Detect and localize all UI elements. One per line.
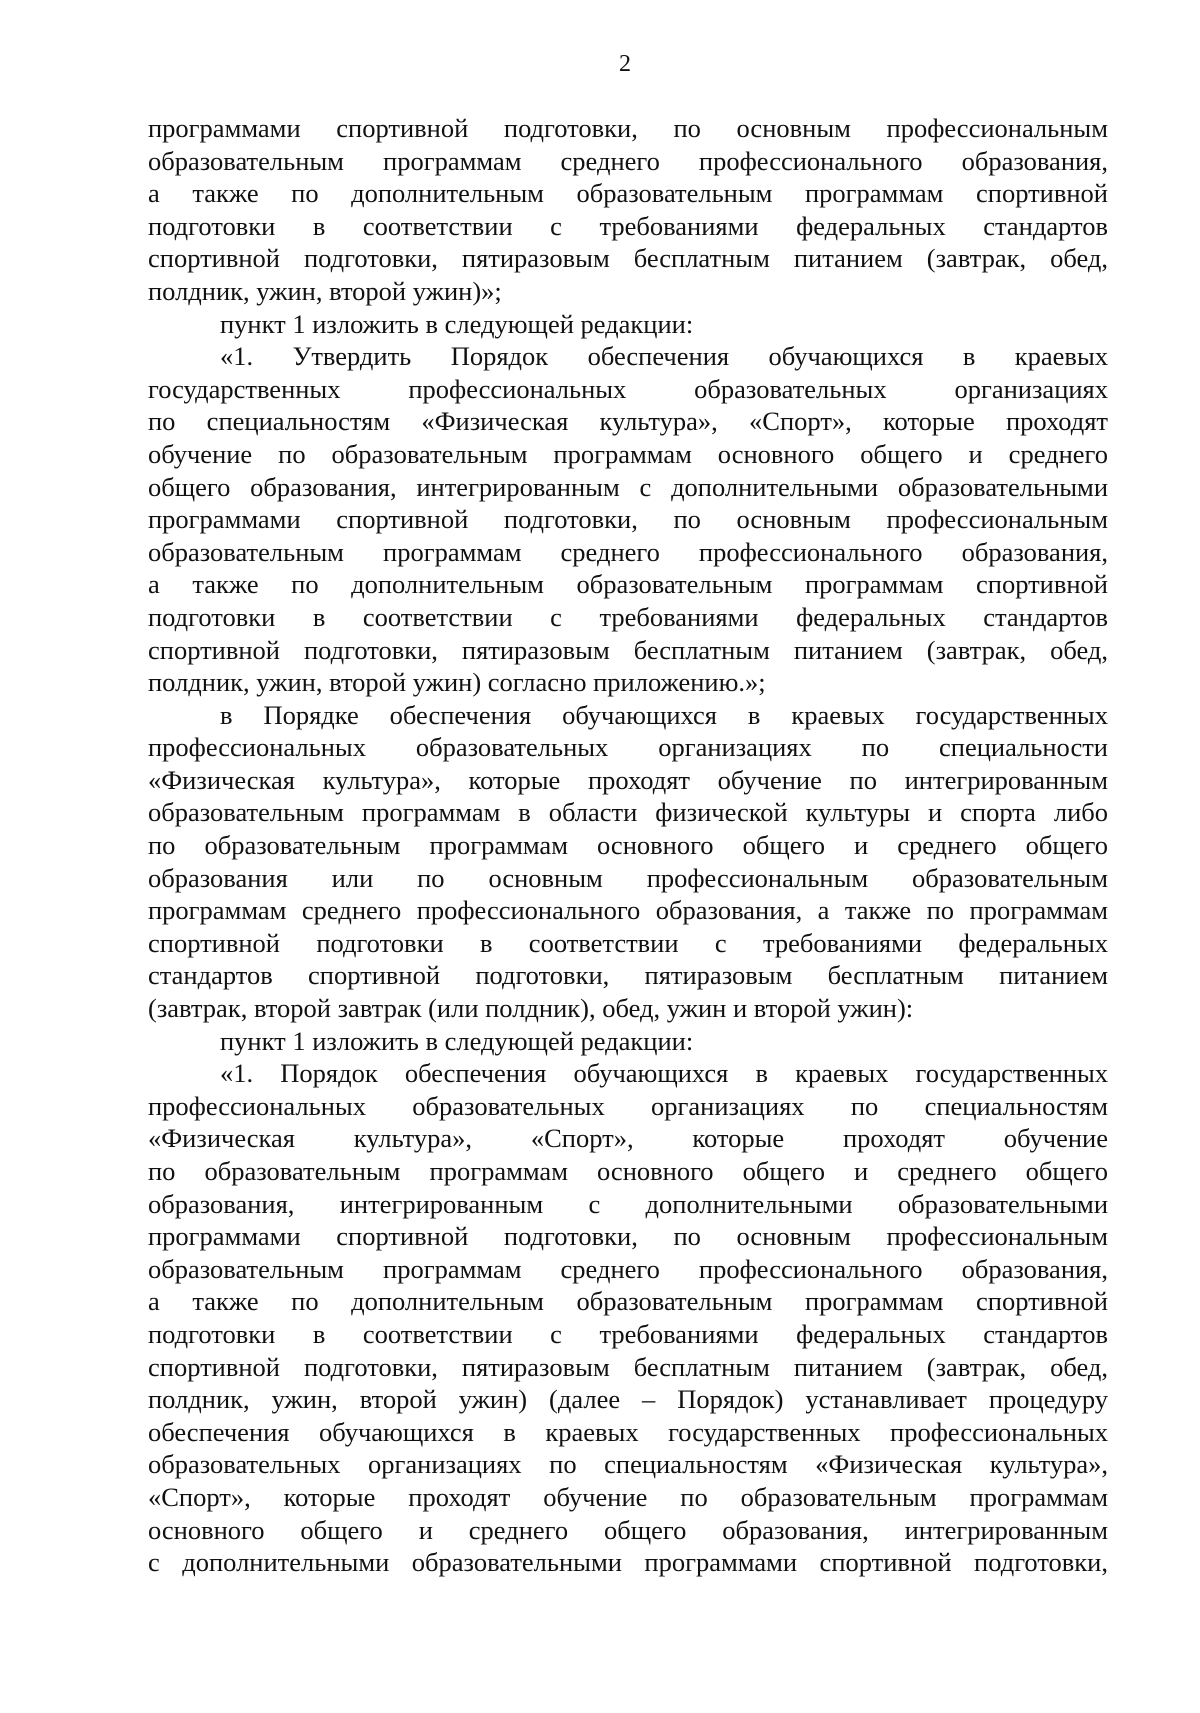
text-line: в Порядке обеспечения обучающихся в краевых государственных xyxy=(220,699,1108,730)
text-line: спортивной подготовки, пятиразовым бесплатным питанием (завтрак, обед, xyxy=(148,634,1108,665)
text-line: полдник, ужин, второй ужин) согласно приложению.»; xyxy=(148,667,766,698)
text-line: стандартов спортивной подготовки, пятиразовым бесплатным питанием xyxy=(148,960,1108,991)
text-line: образовательным программам среднего профессионального образования, xyxy=(148,145,1108,176)
text-line: программами спортивной подготовки, по основным профессиональным xyxy=(148,504,1108,535)
text-line: пункт 1 изложить в следующей редакции: xyxy=(220,1025,694,1056)
text-line: подготовки в соответствии с требованиями федеральных стандартов xyxy=(148,210,1108,241)
text-line: «Физическая культура», «Спорт», которые проходят обучение xyxy=(148,1123,1108,1154)
text-line: полдник, ужин, второй ужин)»; xyxy=(148,275,502,306)
text-line: государственных профессиональных образовательных организациях xyxy=(148,373,1108,404)
document-body xyxy=(148,112,1108,1579)
text-line: а также по дополнительным образовательным программам спортивной xyxy=(148,178,1108,209)
text-line: программам среднего профессионального образования, а также по программам xyxy=(148,895,1108,926)
text-line: спортивной подготовки, пятиразовым бесплатным питанием (завтрак, обед, xyxy=(148,243,1108,274)
text-line: программами спортивной подготовки, по основным профессиональным xyxy=(148,113,1108,143)
text-line: образования или по основным профессиональным образовательным xyxy=(148,862,1108,893)
text-line: образовательных организациях по специальностям «Физическая культура», xyxy=(148,1449,1108,1480)
text-line: по специальностям «Физическая культура», «Спорт», которые проходят xyxy=(148,406,1108,437)
text-line: спортивной подготовки, пятиразовым бесплатным питанием (завтрак, обед, xyxy=(148,1351,1108,1382)
text-line: по образовательным программам основного общего и среднего общего xyxy=(148,830,1108,861)
text-line: общего образования, интегрированным с дополнительными образовательными xyxy=(148,471,1108,502)
text-line: а также по дополнительным образовательным программам спортивной xyxy=(148,569,1108,600)
text-line: образовательным программам в области физической культуры и спорта либо xyxy=(148,797,1108,828)
text-line: профессиональных образовательных организациях по специальности xyxy=(148,732,1108,763)
text-line: с дополнительными образовательными программами спортивной подготовки, xyxy=(148,1547,1108,1578)
text-line: образовательным программам среднего профессионального образования, xyxy=(148,1253,1108,1284)
text-line: образовательным программам среднего профессионального образования, xyxy=(148,536,1108,567)
text-line: профессиональных образовательных организациях по специальностям xyxy=(148,1090,1108,1121)
text-line: образования, интегрированным с дополнительными образовательными xyxy=(148,1188,1108,1219)
text-line: пункт 1 изложить в следующей редакции: xyxy=(220,308,694,339)
page-number: 2 xyxy=(619,51,631,77)
text-line: а также по дополнительным образовательным программам спортивной xyxy=(148,1286,1108,1317)
text-line: «Физическая культура», которые проходят обучение по интегрированным xyxy=(148,764,1108,795)
text-line: программами спортивной подготовки, по основным профессиональным xyxy=(148,1221,1108,1252)
text-line: подготовки в соответствии с требованиями федеральных стандартов xyxy=(148,601,1108,632)
text-line: обеспечения обучающихся в краевых государственных профессиональных xyxy=(148,1416,1108,1447)
text-line: полдник, ужин, второй ужин) (далее – Порядок) устанавливает процедуру xyxy=(148,1384,1108,1415)
text-line: спортивной подготовки в соответствии с требованиями федеральных xyxy=(148,927,1108,958)
text-line: «1. Порядок обеспечения обучающихся в краевых государственных xyxy=(220,1058,1108,1089)
text-line: подготовки в соответствии с требованиями федеральных стандартов xyxy=(148,1318,1108,1349)
text-line: по образовательным программам основного общего и среднего общего xyxy=(148,1156,1108,1186)
text-line: обучение по образовательным программам основного общего и среднего xyxy=(148,438,1108,469)
text-line: «1. Утвердить Порядок обеспечения обучающихся в краевых xyxy=(220,341,1108,372)
text-line: «Спорт», которые проходят обучение по образовательным программам xyxy=(148,1481,1108,1512)
text-line: основного общего и среднего общего образования, интегрированным xyxy=(148,1514,1108,1545)
text-line: (завтрак, второй завтрак (или полдник), обед, ужин и второй ужин): xyxy=(148,993,914,1024)
